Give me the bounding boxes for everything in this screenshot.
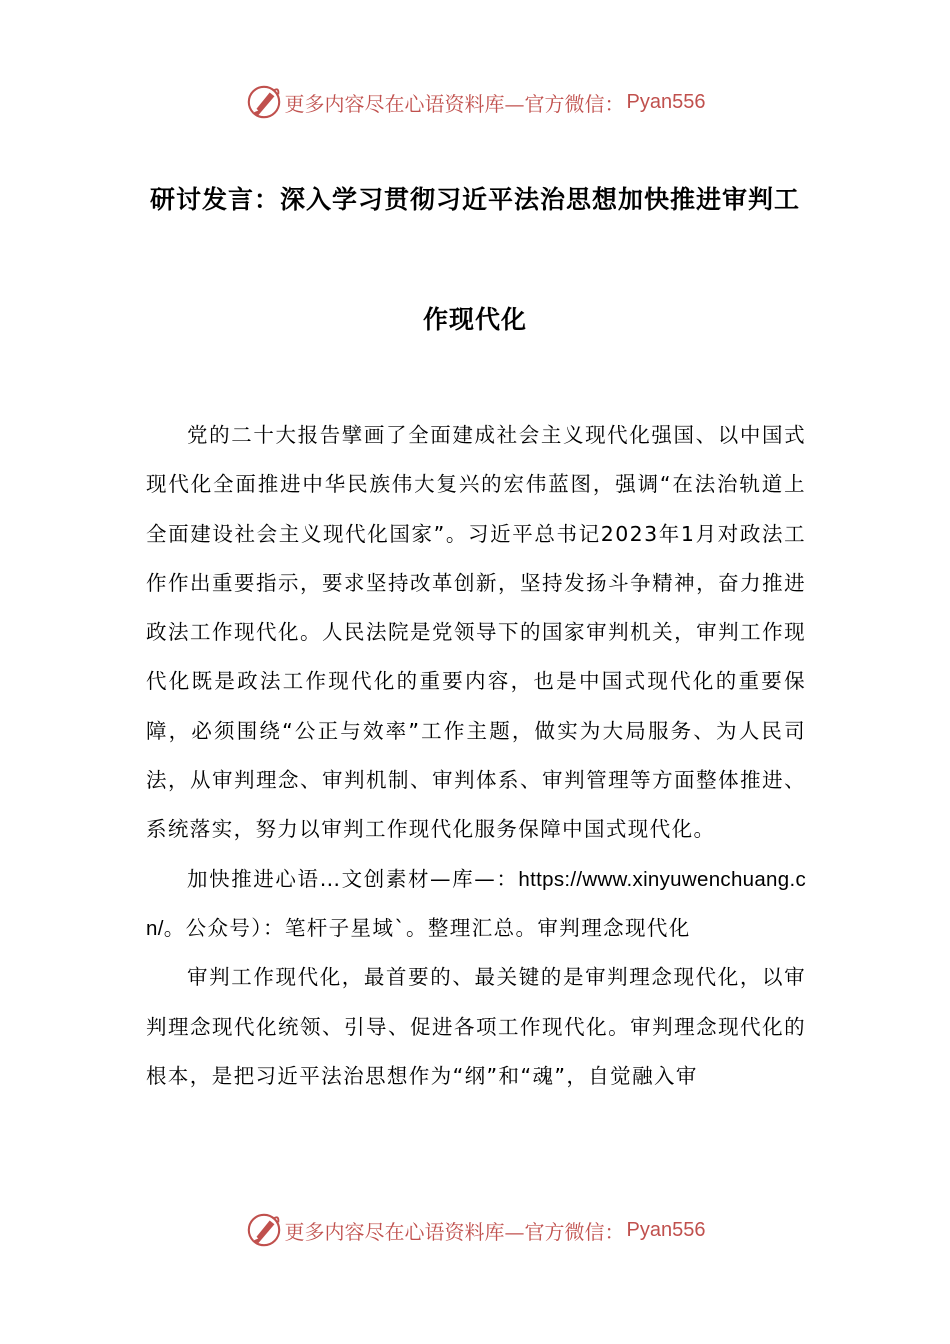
watermark-banner-bottom — [0, 1210, 950, 1250]
document-title-line-1: 研讨发言：深入学习贯彻习近平法治思想加快推进审判工 — [149, 185, 800, 214]
paragraph-judicial-philosophy: 审判工作现代化，最首要的、最关键的是审判理念现代化，以审判理念现代化统领、引导、促进各项工作现代化。审判理念现代化的根本，是把习近平法治思想作为“纲”和“魂”，自觉融入审 — [146, 965, 806, 1088]
paragraph-source-note — [146, 855, 806, 954]
source-url: https://www.xinyuwenchuang.cn/ — [146, 867, 806, 940]
pen-logo-icon — [245, 1211, 283, 1249]
watermark-wechat-id: Pyan556 — [626, 90, 706, 113]
paragraph-intro: 党的二十大报告擘画了全面建成社会主义现代化强国、以中国式现代化全面推进中华民族伟大复兴的宏伟蓝图，强调“在法治轨道上全面建设社会主义现代化国家”。习近平总书记2023年1月对政法工作作出重要指示，要求坚持改革创新，坚持发扬斗争精神，奋力推进政法工作现代化。人民法院是党领导下的国家审判机关，审判工作现代化既是政法工作现代化的重要内容，也是中国式现代化的重要保障，必须围绕“公正与效率”工作主题，做实为大局服务、为人民司法，从审判理念、审判机制、审判体系、审判管理等方面整体推进、系统落实，努力以审判工作现代化服务保障中国式现代化。 — [146, 423, 806, 842]
watermark-banner-top — [0, 82, 950, 122]
watermark-wechat-id: Pyan556 — [626, 1218, 706, 1241]
document-title-line-2: 作现代化 — [422, 305, 527, 334]
pen-logo-icon — [245, 83, 283, 121]
source-note-prefix: 加快推进心语…文创素材—库—： — [187, 866, 519, 891]
document-body — [146, 411, 806, 1101]
watermark-text: 更多内容尽在心语资料库—官方微信： — [284, 1219, 625, 1244]
watermark-text: 更多内容尽在心语资料库—官方微信： — [284, 91, 625, 116]
source-note-suffix: 。公众号）：笔杆子星域`。整理汇总。审判理念现代化 — [163, 915, 691, 940]
